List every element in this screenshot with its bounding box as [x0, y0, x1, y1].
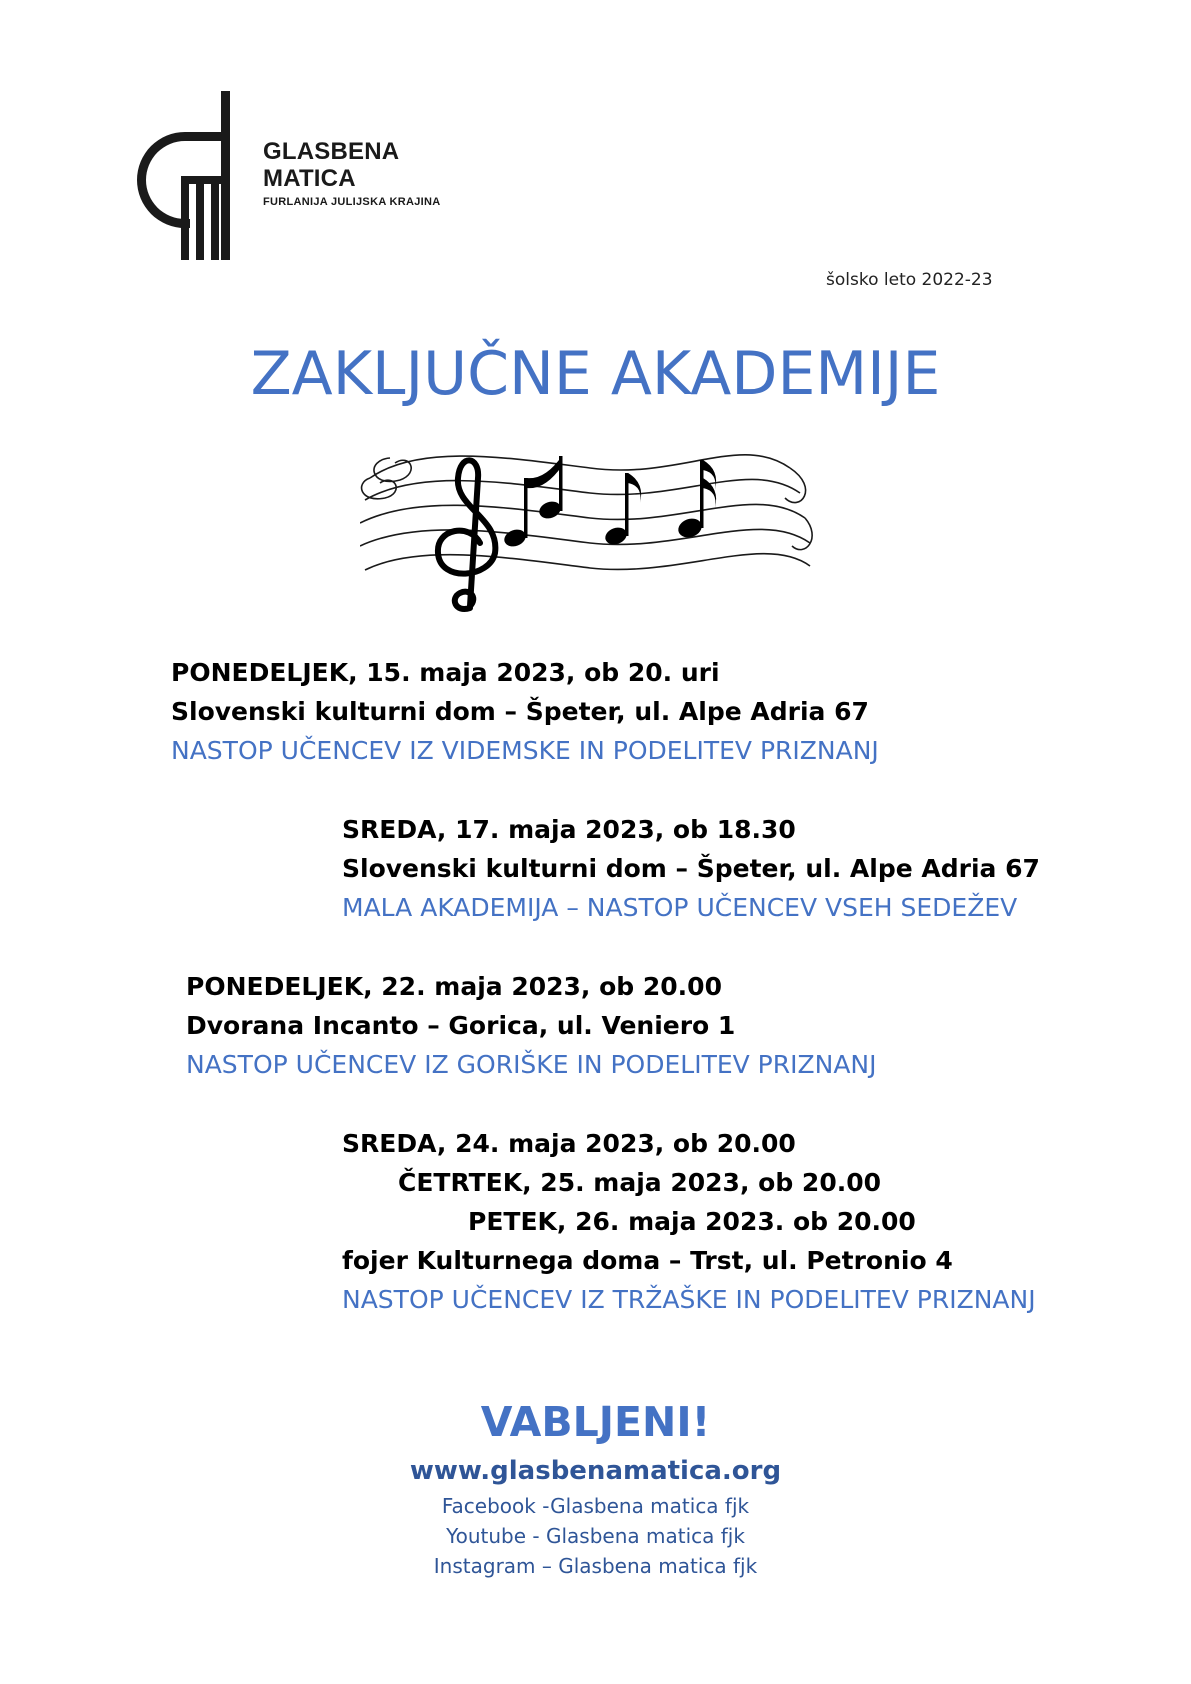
event-date: PETEK, 26. maja 2023. ob 20.00 [468, 1207, 916, 1236]
event-date: SREDA, 17. maja 2023, ob 18.30 [342, 815, 796, 844]
treble-clef-notes-icon [360, 438, 820, 623]
invitation-heading: VABLJENI! [480, 1398, 711, 1446]
organization-logo [130, 88, 530, 268]
music-staff-illustration [360, 438, 820, 623]
event-description: NASTOP UČENCEV IZ TRŽAŠKE IN PODELITEV PRIZNANJ [342, 1285, 1036, 1314]
logo-name-line1: GLASBENA [263, 138, 400, 165]
event-date: SREDA, 24. maja 2023, ob 20.00 [342, 1129, 796, 1158]
event-2 [342, 810, 1040, 927]
page-title: ZAKLJUČNE AKADEMIJE [250, 339, 941, 409]
event-3 [186, 967, 877, 1084]
website-link[interactable]: www.glasbenamatica.org [409, 1456, 782, 1487]
event-1 [171, 653, 879, 770]
event-date: PONEDELJEK, 22. maja 2023, ob 20.00 [186, 972, 722, 1001]
gm-monogram-icon [130, 88, 250, 268]
instagram-link[interactable]: Instagram – Glasbena matica fjk [433, 1553, 758, 1578]
logo-name-line2: MATICA [263, 165, 356, 192]
event-4 [342, 1124, 1036, 1319]
event-description: NASTOP UČENCEV IZ VIDEMSKE IN PODELITEV PRIZNANJ [171, 736, 879, 765]
event-description: NASTOP UČENCEV IZ GORIŠKE IN PODELITEV PRIZNANJ [186, 1050, 877, 1079]
event-venue: Dvorana Incanto – Gorica, ul. Veniero 1 [186, 1011, 736, 1040]
event-date: PONEDELJEK, 15. maja 2023, ob 20. uri [171, 658, 720, 687]
event-venue: Slovenski kulturni dom – Špeter, ul. Alpe Adria 67 [342, 854, 1040, 883]
event-venue: Slovenski kulturni dom – Špeter, ul. Alpe Adria 67 [171, 697, 869, 726]
youtube-link[interactable]: Youtube - Glasbena matica fjk [446, 1523, 745, 1548]
footer [0, 1398, 1191, 1581]
logo-region: FURLANIJA JULIJSKA KRAJINA [263, 196, 441, 208]
event-date: ČETRTEK, 25. maja 2023, ob 20.00 [398, 1168, 881, 1197]
school-year: šolsko leto 2022-23 [826, 270, 993, 290]
facebook-link[interactable]: Facebook -Glasbena matica fjk [441, 1493, 750, 1518]
event-description: MALA AKADEMIJA – NASTOP UČENCEV VSEH SEDEŽEV [342, 893, 1018, 922]
event-venue: fojer Kulturnega doma – Trst, ul. Petronio 4 [342, 1246, 953, 1275]
